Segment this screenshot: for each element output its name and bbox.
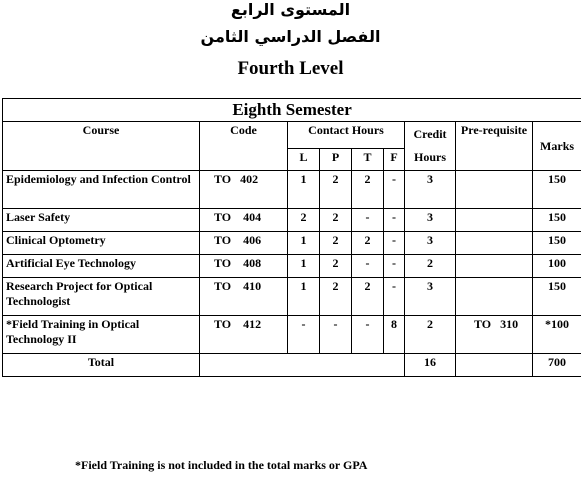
practical-hours: 2 [320,255,352,278]
table-row [3,278,581,316]
course-name: Research Project for Optical Technologist [3,278,200,316]
header-contact-hours: Contact Hours [288,122,405,149]
header-code: Code [200,122,288,171]
marks: 150 [533,209,581,232]
lecture-hours: 1 [288,232,320,255]
field-hours: - [384,209,405,232]
lecture-hours: 1 [288,278,320,316]
tutorial-hours: - [352,209,384,232]
footnote: *Field Training is not included in the total marks or GPA [75,458,368,472]
total-empty [200,354,405,377]
total-prereq-empty [456,354,533,377]
header-P: P [320,148,352,170]
course-name: Epidemiology and Infection Control [3,171,200,209]
lecture-hours: - [288,316,320,354]
credit-hours: 3 [405,171,456,209]
field-hours: - [384,278,405,316]
table-row [3,255,581,278]
practical-hours: 2 [320,232,352,255]
semester-title: Eighth Semester [3,99,581,122]
course-code: TO 406 [200,232,288,255]
course-code: TO 410 [200,278,288,316]
prerequisite: TO 310 [456,316,533,354]
marks: 150 [533,278,581,316]
arabic-level-title: المستوى الرابع [230,0,351,19]
total-credit: 16 [405,354,456,377]
lecture-hours: 2 [288,209,320,232]
marks: *100 [533,316,581,354]
tutorial-hours: - [352,316,384,354]
marks: 100 [533,255,581,278]
marks: 150 [533,232,581,255]
tutorial-hours: 2 [352,278,384,316]
prerequisite [456,171,533,209]
total-row [3,354,581,377]
credit-hours: 2 [405,255,456,278]
table-row [3,209,581,232]
credit-hours: 2 [405,316,456,354]
lecture-hours: 1 [288,171,320,209]
header-marks: Marks [533,122,581,171]
course-name: Laser Safety [3,209,200,232]
practical-hours: 2 [320,209,352,232]
table-row [3,171,581,209]
level-title: Fourth Level [237,58,344,79]
practical-hours: - [320,316,352,354]
field-hours: - [384,171,405,209]
prerequisite [456,209,533,232]
prerequisite [456,278,533,316]
field-hours: 8 [384,316,405,354]
field-hours: - [384,232,405,255]
credit-hours: 3 [405,232,456,255]
total-label: Total [3,354,200,377]
tutorial-hours: - [352,255,384,278]
header-L: L [288,148,320,170]
header-credit-hours: Credit Hours [405,122,456,171]
header-course: Course [3,122,200,171]
lecture-hours: 1 [288,255,320,278]
tutorial-hours: 2 [352,232,384,255]
marks: 150 [533,171,581,209]
header-T: T [352,148,384,170]
course-name: Artificial Eye Technology [3,255,200,278]
table-row [3,316,581,354]
credit-hours: 3 [405,278,456,316]
course-code: TO 404 [200,209,288,232]
prerequisite [456,232,533,255]
course-name: Clinical Optometry [3,232,200,255]
practical-hours: 2 [320,278,352,316]
course-name: *Field Training in Optical Technology II [3,316,200,354]
prerequisite [456,255,533,278]
total-marks: 700 [533,354,581,377]
field-hours: - [384,255,405,278]
course-table [2,98,581,377]
arabic-semester-title: الفصل الدراسي الثامن [200,27,381,46]
table-row [3,232,581,255]
course-code: TO 408 [200,255,288,278]
header-prerequisite: Pre-requisite [456,122,533,171]
practical-hours: 2 [320,171,352,209]
course-code: TO 402 [200,171,288,209]
credit-hours: 3 [405,209,456,232]
header-F: F [384,148,405,170]
tutorial-hours: 2 [352,171,384,209]
course-code: TO 412 [200,316,288,354]
